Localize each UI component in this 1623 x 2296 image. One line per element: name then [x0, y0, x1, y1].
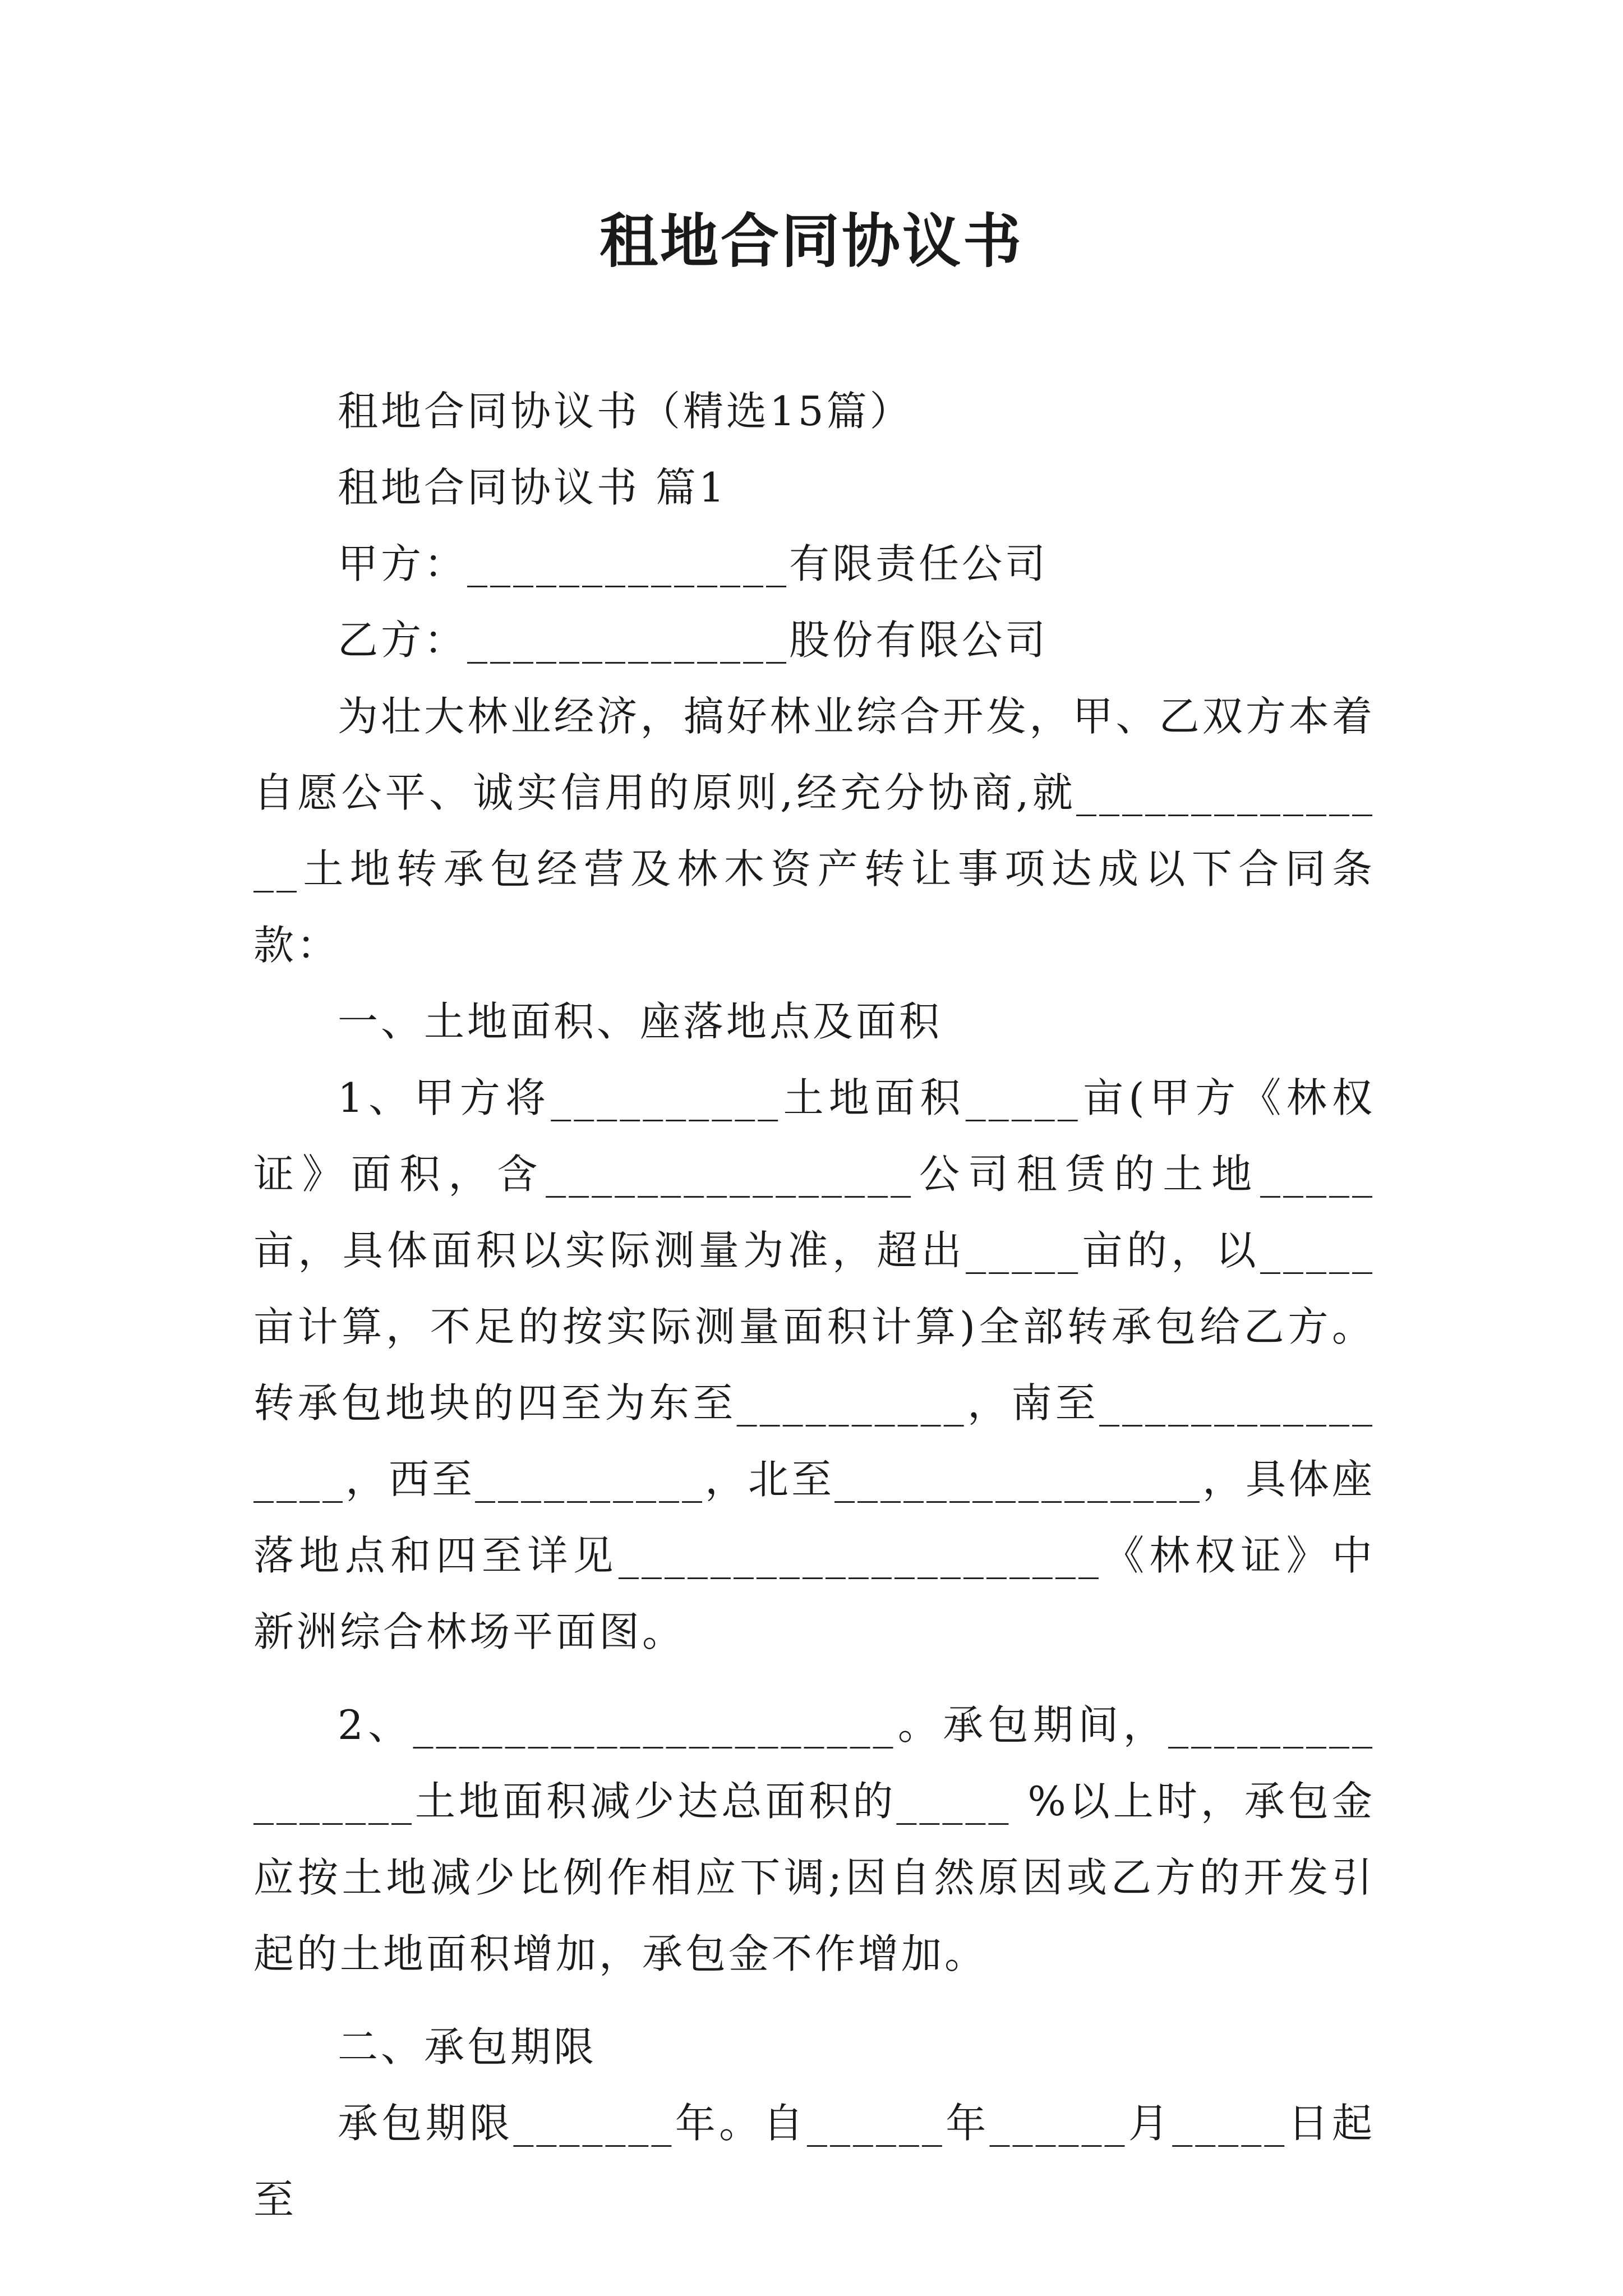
- paragraph-clause-1-2: 2、_____________________。承包期间，________________土地面积减少达总面积的_____ %以上时，承包金应按土地减少比例作相应下调;因自然原因或乙方的开发引起的土地面积增加，承包金不作增加。: [253, 1701, 1375, 1977]
- paragraph-clause-1-1: 1、甲方将__________土地面积_____亩(甲方《林权证》面积，含________________公司租赁的土地_____亩，具体面积以实际测量为准，超出_____亩的，以_____亩计算，不足的按实际测量面积计算)全部转承包给乙方。转承包地块的四至为东至__________，南至________________，西至__________，北至________________，具体座落地点和四至详见_____________________《林权证》中新洲综合林场平面图。: [253, 1074, 1376, 1655]
- paragraph-party-a: 甲方：______________有限责任公司: [338, 540, 1049, 587]
- paragraph-subtitle: 租地合同协议书（精选15篇）: [338, 388, 913, 435]
- paragraph-clause-2-heading: 二、承包期限: [338, 2023, 597, 2070]
- document-title: 租地合同协议书: [599, 206, 1023, 275]
- paragraph-clause-1-heading: 一、土地面积、座落地点及面积: [338, 998, 943, 1045]
- paragraph-clause-2-term: 承包期限_______年。自______年______月_____日起至: [253, 2100, 1375, 2223]
- paragraph-preamble: 为壮大林业经济，搞好林业综合开发，甲、乙双方本着自愿公平、诚实信用的原则,经充分协商,就_______________土地转承包经营及林木资产转让事项达成以下合同条款：: [253, 693, 1375, 969]
- paragraph-section-heading: 租地合同协议书 篇1: [338, 464, 727, 511]
- document-body: [253, 373, 1375, 2238]
- paragraph-party-b: 乙方：______________股份有限公司: [338, 616, 1049, 664]
